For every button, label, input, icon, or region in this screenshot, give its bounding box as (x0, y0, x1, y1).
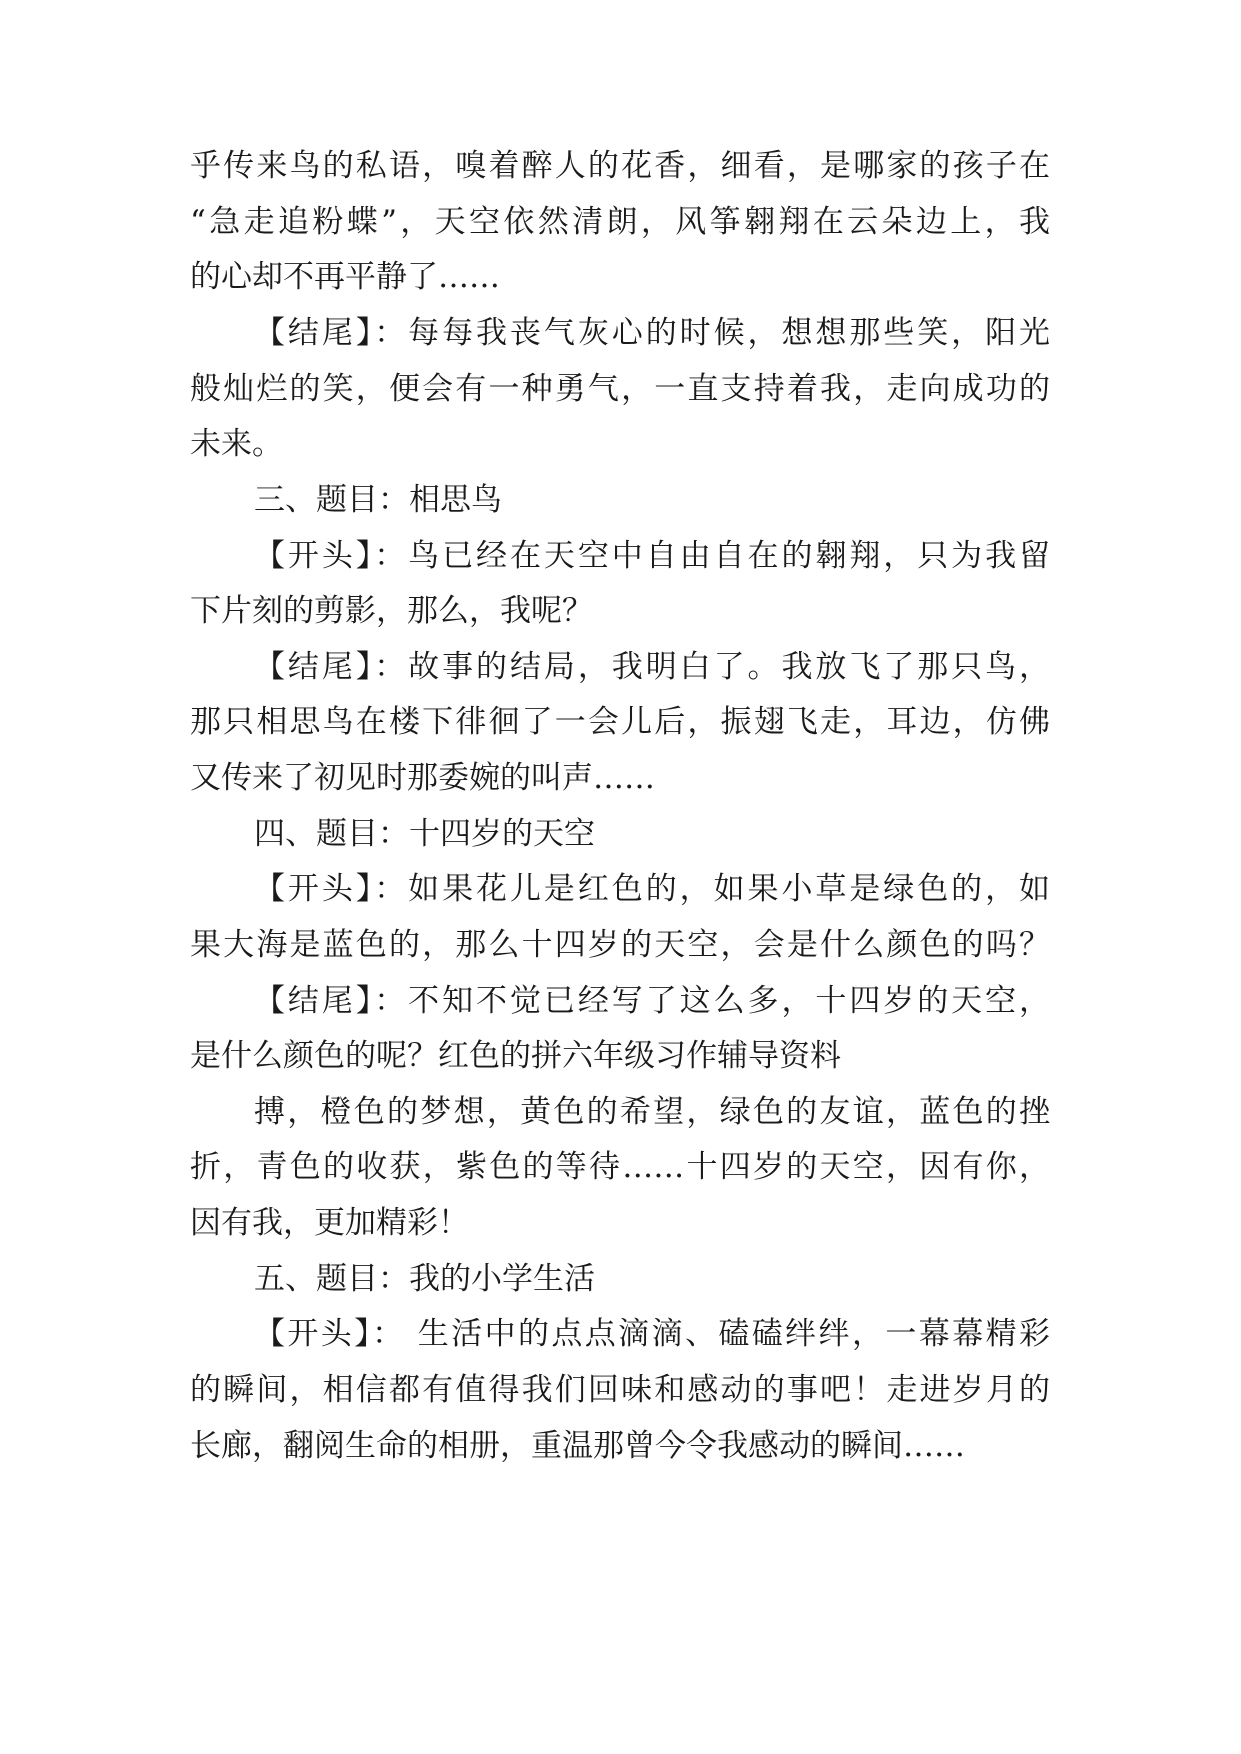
text-line: 般灿烂的笑，便会有一种勇气，一直支持着我，走向成功的 (190, 371, 1050, 407)
paragraph-ending-line: 【结尾】：不知不觉已经写了这么多，十四岁的天空， (254, 983, 1050, 1019)
text-line: 长廊，翻阅生命的相册，重温那曾今令我感动的瞬间…… (190, 1428, 965, 1464)
text-line: 是什么颜色的呢？红色的拼六年级习作辅导资料 (190, 1038, 841, 1074)
paragraph-opening-line: 【开头】：如果花儿是红色的，如果小草是绿色的，如 (254, 871, 1050, 907)
section-heading: 三、题目：相思鸟 (254, 482, 502, 518)
text-line: 下片刻的剪影，那么，我呢？ (190, 593, 593, 629)
text-line: 因有我，更加精彩！ (190, 1205, 469, 1241)
text-line: 那只相思鸟在楼下徘徊了一会儿后，振翅飞走，耳边，仿佛 (190, 704, 1050, 740)
text-line: 的瞬间，相信都有值得我们回味和感动的事吧！走进岁月的 (190, 1372, 1050, 1408)
paragraph-opening-line: 【开头】： 生活中的点点滴滴、磕磕绊绊，一幕幕精彩 (254, 1316, 1050, 1352)
text-line: 未来。 (190, 426, 283, 462)
text-line: 果大海是蓝色的，那么十四岁的天空，会是什么颜色的吗？ (190, 927, 1050, 963)
paragraph-opening-line: 【开头】：鸟已经在天空中自由自在的翱翔，只为我留 (254, 538, 1050, 574)
section-heading: 四、题目：十四岁的天空 (254, 816, 595, 852)
text-line: 搏，橙色的梦想，黄色的希望，绿色的友谊，蓝色的挫 (254, 1094, 1050, 1130)
text-line: “急走追粉蝶”，天空依然清朗，风筝翱翔在云朵边上，我 (190, 204, 1050, 240)
text-line: 的心却不再平静了…… (190, 259, 500, 295)
section-heading: 五、题目：我的小学生活 (254, 1261, 595, 1297)
text-line: 又传来了初见时那委婉的叫声…… (190, 760, 655, 796)
paragraph-ending-line: 【结尾】：每每我丧气灰心的时候，想想那些笑，阳光 (254, 315, 1050, 351)
text-line: 折，青色的收获，紫色的等待……十四岁的天空，因有你， (190, 1149, 1050, 1185)
text-line: 乎传来鸟的私语，嗅着醉人的花香，细看，是哪家的孩子在 (190, 148, 1050, 184)
paragraph-ending-line: 【结尾】：故事的结局，我明白了。我放飞了那只鸟， (254, 649, 1050, 685)
